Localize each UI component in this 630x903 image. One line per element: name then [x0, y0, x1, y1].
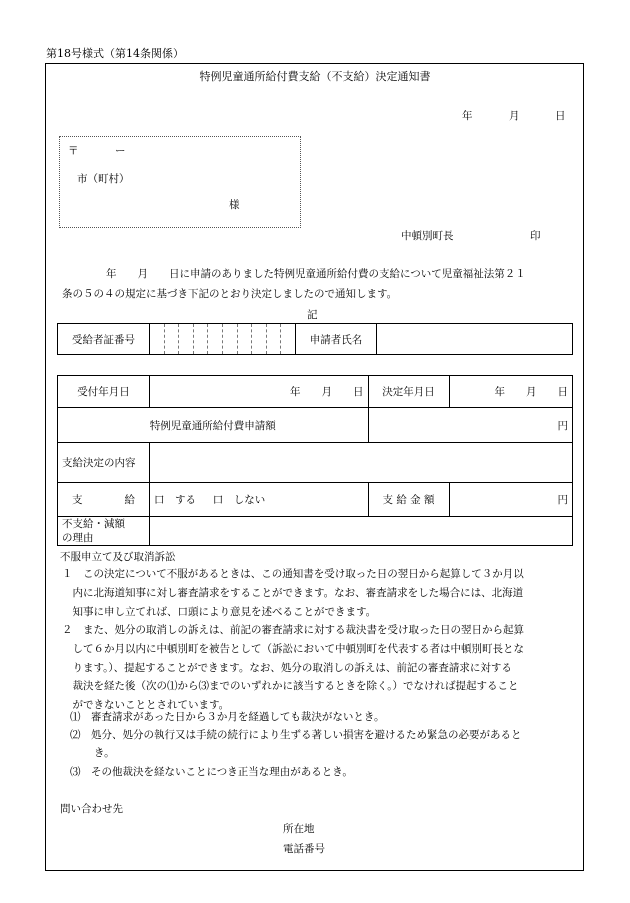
payment-label: 支 給: [58, 483, 150, 517]
date-day: 日: [555, 110, 566, 122]
recipient-number-label: 受給者証番号: [58, 324, 150, 355]
appeal-p2-line-3: ります。）、提起することができます。なお、処分の取消しの訴えは、前記の審査請求に対する: [62, 662, 512, 674]
applicant-name-label: 申請者氏名: [296, 324, 377, 355]
intro-line-2: 条の５の４の規定に基づき下記のとおり決定しましたので通知します。: [62, 288, 398, 300]
payment-choice: [150, 483, 369, 517]
claim-amount-yen: 円: [368, 408, 572, 443]
decision-date-label: 決定年月日: [368, 376, 449, 408]
city-label: 市（町村）: [77, 173, 130, 185]
reason-label-line-2: の理由: [62, 532, 94, 544]
date-month: 月: [509, 110, 520, 122]
decision-content-value: [150, 443, 573, 483]
contact-location: 所在地: [283, 823, 315, 835]
payment-amount-label: 支 給 金 額: [368, 483, 449, 517]
decision-content-label: 支給決定の内容: [58, 443, 150, 483]
decision-table: [57, 375, 573, 546]
appeal-p1-line-1: １ この決定について不服があるときは、この通知書を受け取った日の翌日から起算して３か月以: [62, 568, 524, 580]
form-number: 第18号様式（第14条関係）: [46, 47, 184, 60]
decision-date-value: 年 月 日: [449, 376, 572, 408]
intro-line-1: 年 月 日に申請のありました特例児童通所給付費の支給について児童福祉法第２１: [106, 268, 526, 280]
postal-mark: 〒: [68, 145, 79, 157]
payment-amount-yen: 円: [449, 483, 572, 517]
choice-yes: 口 する: [154, 494, 196, 506]
appeal-heading: 不服申立て及び取消訴訟: [60, 551, 176, 563]
seal-mark: 印: [530, 230, 541, 242]
appeal-item-2-cont: き。: [94, 747, 115, 759]
appeal-p2-line-5: ができないこととされています。: [62, 699, 230, 711]
appeal-p2-line-1: ２ また、処分の取消しの訴えは、前記の審査請求に対する裁決書を受け取った日の翌日から起算: [62, 624, 524, 636]
appeal-item-3: ⑶ その他裁決を経ないことにつき正当な理由があるとき。: [70, 766, 353, 778]
ki-label: 記: [307, 309, 318, 321]
claim-amount-label: 特例児童通所給付費申請額: [58, 408, 369, 443]
document-title: 特例児童通所給付費支給（不支給）決定通知書: [199, 70, 431, 83]
receipt-date-label: 受付年月日: [58, 376, 150, 408]
reason-label: [58, 517, 150, 546]
appeal-p2-line-4: 裁決を経た後（次の⑴から⑶までのいずれかに該当するときを除く。）でなければ提起すること: [62, 680, 519, 692]
applicant-name-value: [377, 324, 573, 355]
recipient-number-digits: [150, 324, 296, 355]
postal-dash: ー: [115, 145, 126, 157]
appeal-item-1: ⑴ 審査請求があった日から３か月を経過しても裁決がないとき。: [70, 711, 385, 723]
date-year: 年: [462, 110, 473, 122]
choice-no: 口 しない: [212, 494, 266, 506]
reason-value: [150, 517, 573, 546]
receipt-date-value: 年 月 日: [150, 376, 369, 408]
recipient-table: [57, 323, 573, 355]
appeal-p1-line-3: 知事に申し立てれば、口頭により意見を述べることができます。: [62, 606, 377, 618]
reason-label-line-1: 不支給・減額: [62, 518, 125, 530]
issuer-name: 中頓別町長: [401, 230, 454, 242]
honorific: 様: [229, 199, 240, 211]
appeal-item-2: ⑵ 処分、処分の執行又は手続の続行により生ずる著しい損害を避けるため緊急の必要があると: [70, 729, 522, 741]
contact-phone: 電話番号: [283, 843, 325, 855]
contact-heading: 問い合わせ先: [60, 803, 123, 815]
appeal-p2-line-2: して６か月以内に中頓別町を被告として（訴訟において中頓別町を代表する者は中頓別町長とな: [62, 643, 524, 655]
appeal-p1-line-2: 内に北海道知事に対し審査請求をすることができます。なお、審査請求をした場合には、北海道: [62, 587, 524, 599]
